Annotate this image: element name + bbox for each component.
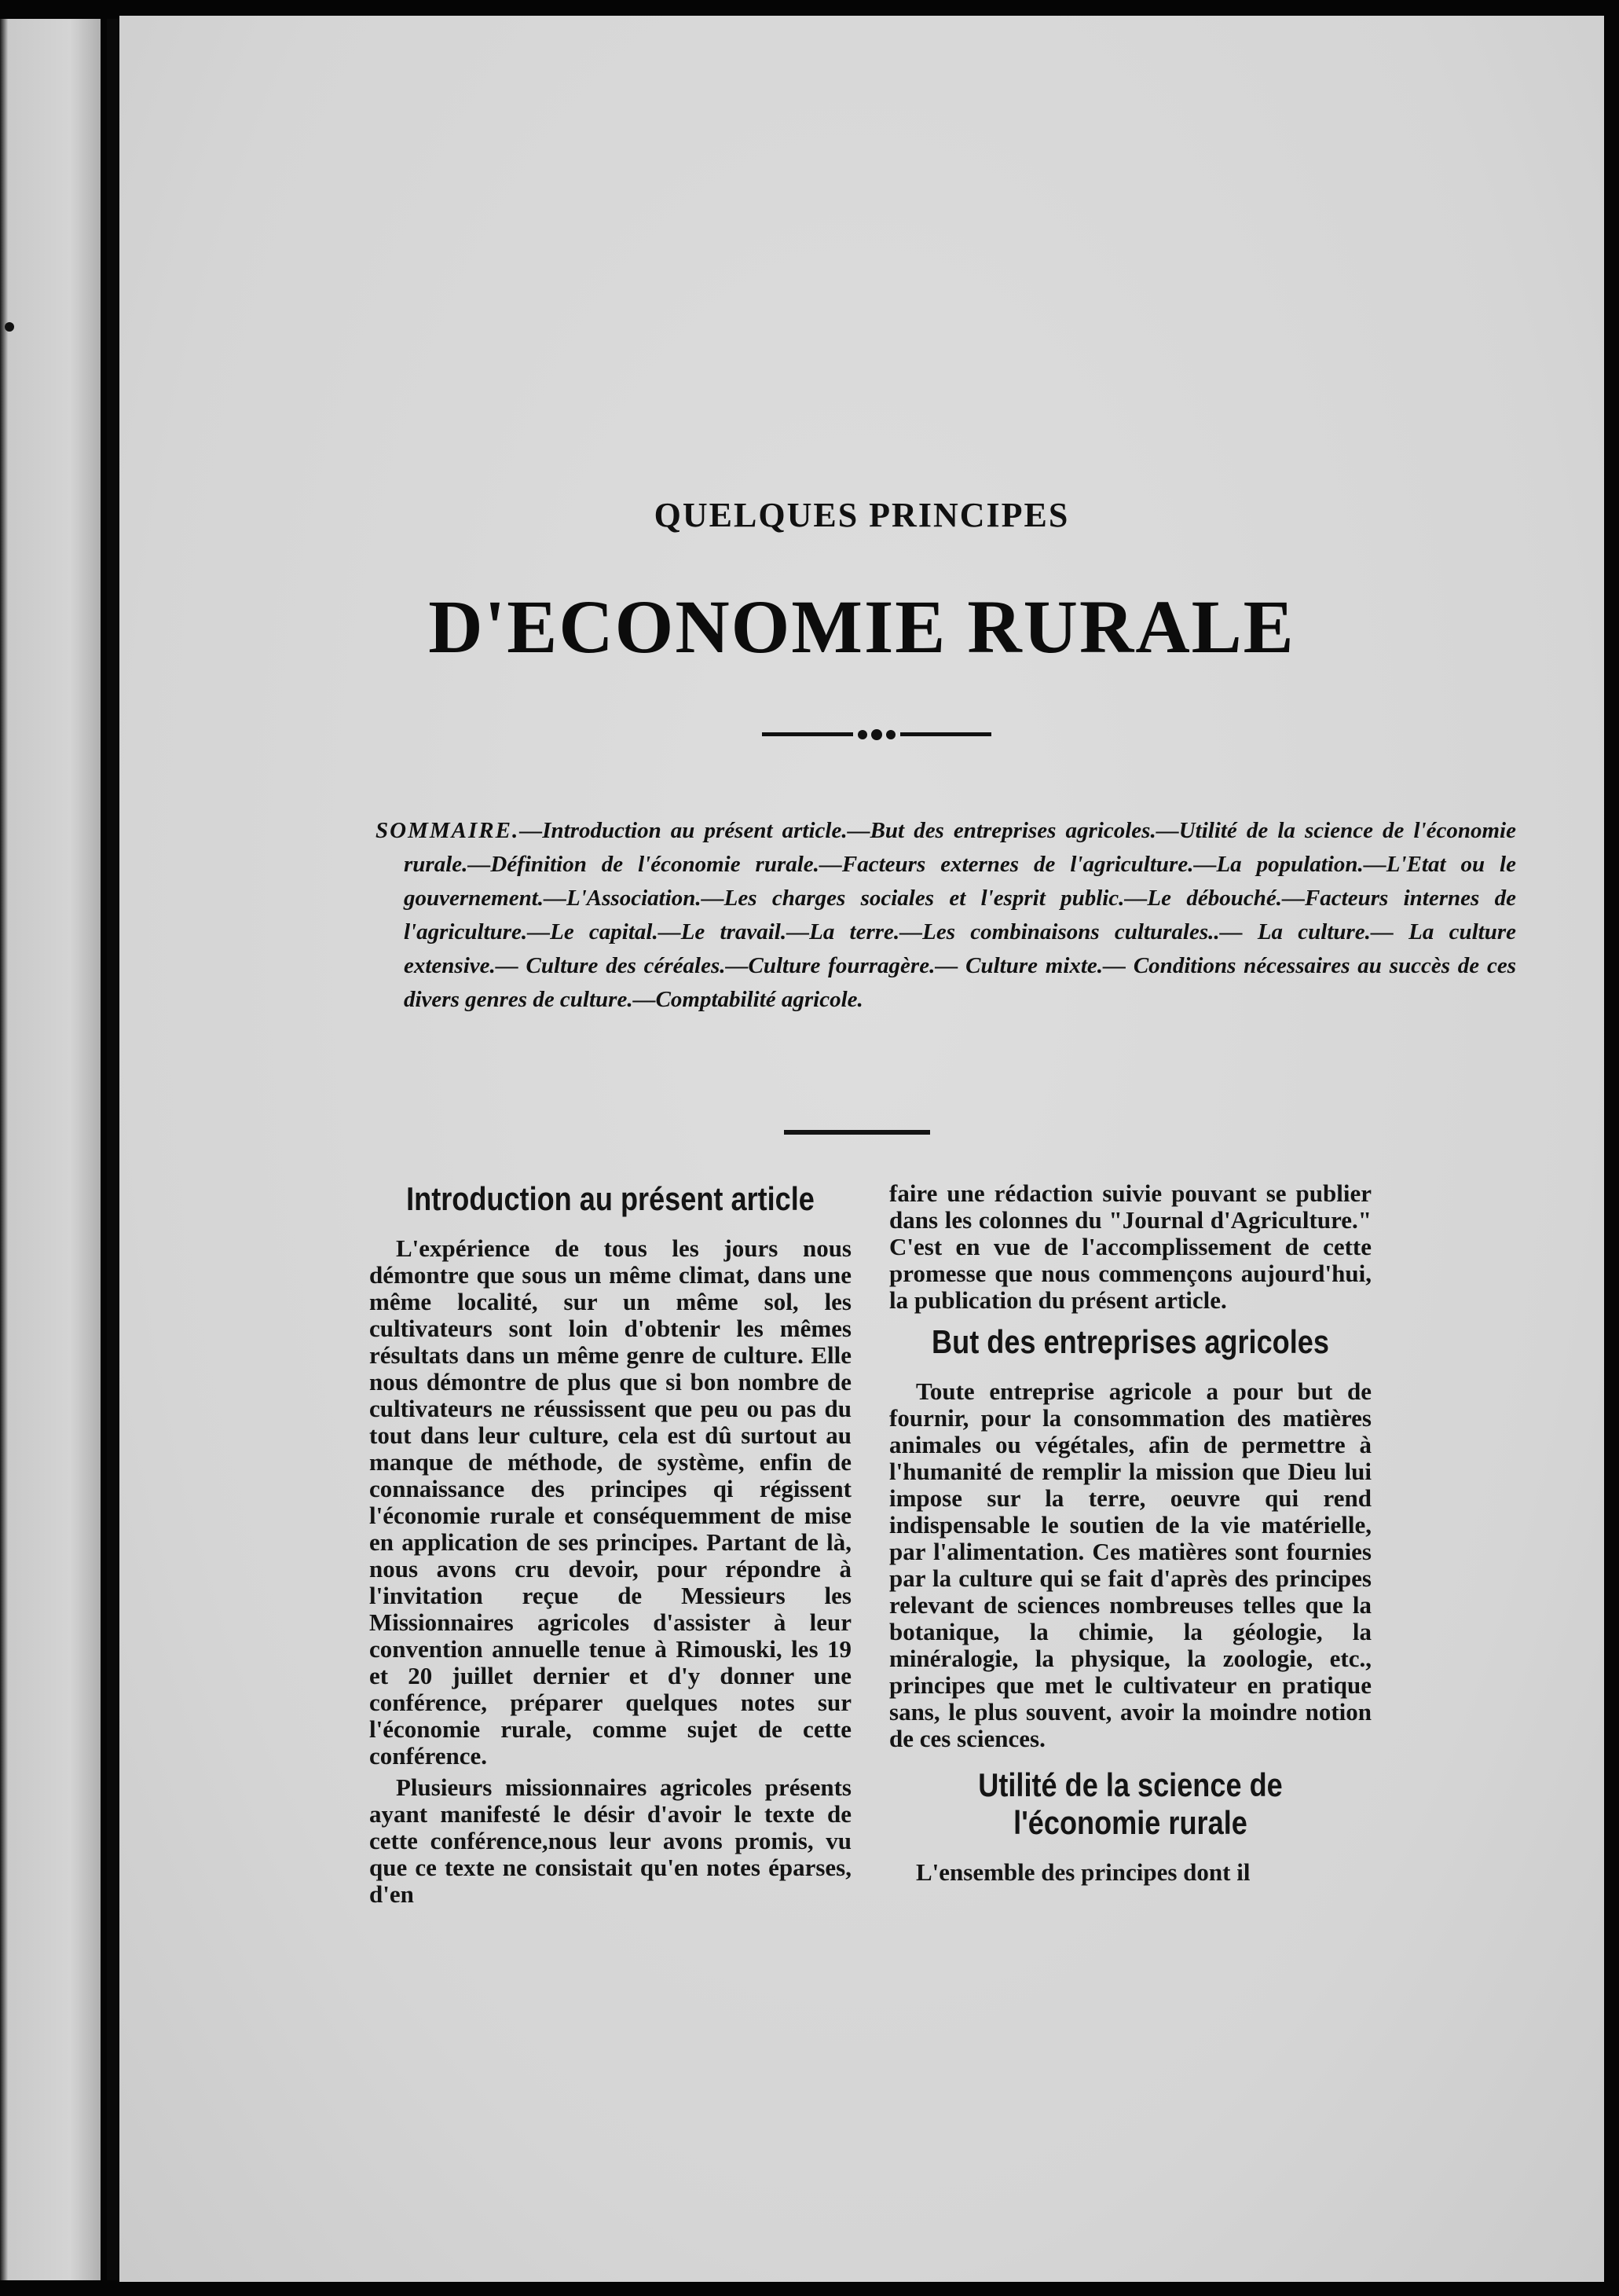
summary-text: —Introduction au présent article.—But des entreprises agricoles.—Utilité de la science de l'économie rurale.—Définition de l'économie rurale.—Facteurs externes de l'agriculture.—La population.—L'Etat ou le gouvernement.—L'Association.—Les charges sociales et l'esprit public.—Le débouché.—Facteurs internes de l'agriculture.—Le capital.—Le travail.—La terre.—Les combinaisons culturales..— La culture.— La culture extensive.— Culture des céréales.—Culture fourragère.— Culture mixte.— Conditions nécessaires au succès de ces divers genres de culture.—Comptabilité agricole. — [404, 818, 1516, 1012]
ornament-divider-icon — [762, 723, 991, 746]
summary-block — [375, 814, 1516, 1017]
paragraph: Toute entreprise agricole a pour but de fournir, pour la consommation des matières animales ou végétales, afin de permettre à l'humanité de remplir la mission que Dieu lui impose sur la terre, oeuvre qui rend indispensable le soutien de la vie matérielle, par l'alimentation. Ces matières sont fournies par la culture qui se fait d'après des principes relevant de sciences nombreuses telles que la botanique, la chimie, la géologie, la minéralogie, la physique, la zoologie, etc., principes que met le cultivateur en pratique sans, le plus souvent, avoir la moindre notion de ces sciences. — [889, 1377, 1372, 1752]
section-divider — [784, 1130, 930, 1135]
section-heading-introduction: Introduction au présent article — [406, 1180, 815, 1217]
summary-lead: SOMMAIRE. — [375, 818, 520, 843]
left-column — [369, 1180, 852, 1913]
paragraph: Plusieurs missionnaires agricoles présents ayant manifesté le désir d'avoir le texte de cette conférence,nous leur avons promis, vu que ce texte ne consistait qu'en notes éparses, d'en — [369, 1773, 852, 1908]
gutter-rule — [107, 19, 118, 2280]
right-column — [889, 1180, 1372, 1891]
paragraph: L'expérience de tous les jours nous démontre que sous un même climat, dans une même localité, sur un même sol, les cultivateurs sont loin d'obtenir les mêmes résultats dans un même genre de culture. Elle nous démontre de plus que si bon nombre de cultivateurs ne réussissent que peu ou pas du tout dans leur culture, cela est dû surtout au manque de méthode, de système, enfin de connaissance des principes qi régissent l'économie rurale et conséquemment de mise en application de ses principes. Partant de là, nous avons cru devoir, pour répondre à l'invitation reçue de Messieurs les Missionnaires agricoles d'assister à leur convention annuelle tenue à Rimouski, les 19 et 20 juillet dernier et d'y donner une conférence, préparer quelques notes sur l'économie rurale, comme sujet de cette conférence. — [369, 1234, 852, 1770]
paragraph: L'ensemble des principes dont il — [916, 1858, 1251, 1886]
main-title: D'ECONOMIE RURALE — [428, 585, 1295, 669]
paragraph-continuation: faire une rédaction suivie pouvant se publier dans les colonnes du "Journal d'Agriculture." C'est en vue de l'accomplissement de cette promesse que nous commençons aujourd'hui, la publication du présent article. — [889, 1179, 1372, 1314]
previous-page-edge — [0, 19, 101, 2280]
document-page — [119, 16, 1604, 2282]
title-kicker: QUELQUES PRINCIPES — [654, 496, 1070, 534]
binding-hole-mark — [5, 322, 14, 332]
section-heading-utilite: Utilité de la science de l'économie rurale — [978, 1766, 1283, 1841]
section-heading-but: But des entreprises agricoles — [932, 1323, 1329, 1360]
